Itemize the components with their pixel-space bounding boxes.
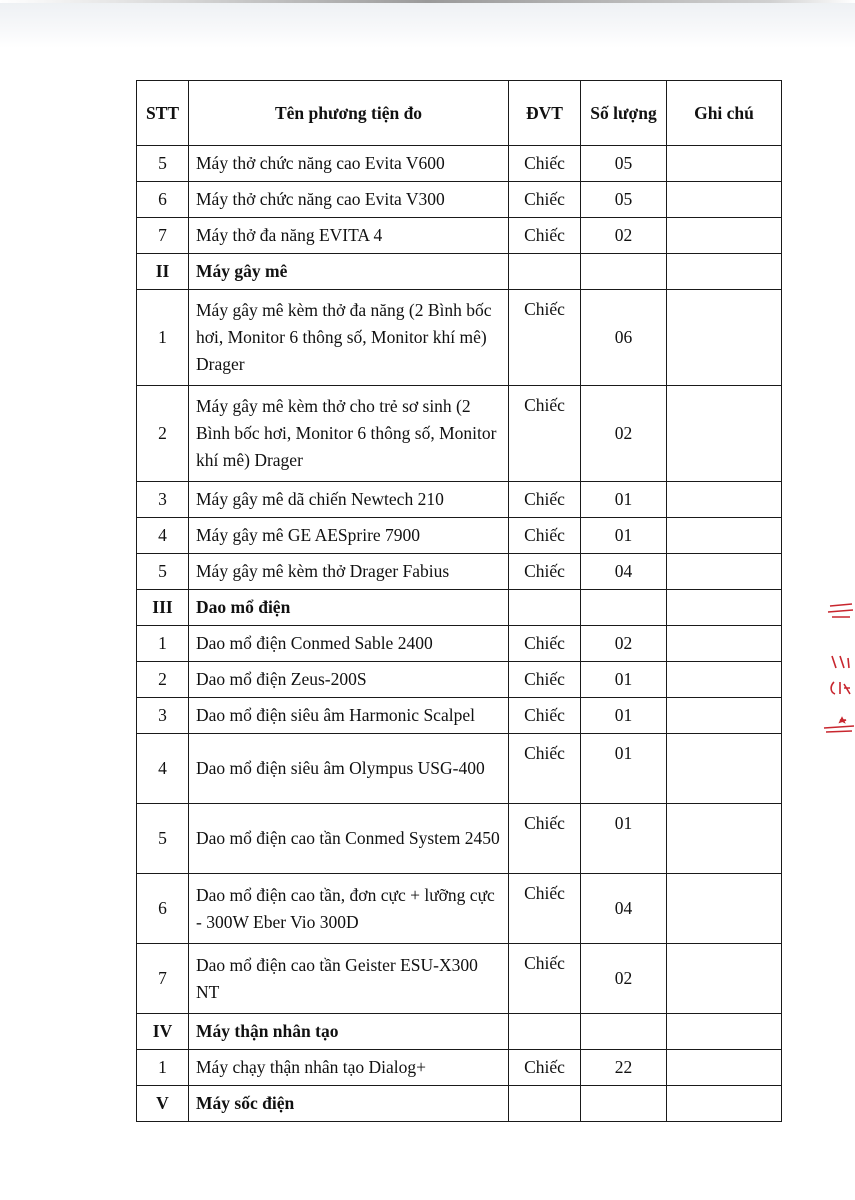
row-name: Máy gây mê GE AESprire 7900	[189, 518, 509, 554]
header-note: Ghi chú	[667, 81, 782, 146]
row-unit: Chiếc	[509, 626, 581, 662]
row-note	[667, 590, 782, 626]
row-name: Dao mổ điện siêu âm Olympus USG-400	[189, 734, 509, 804]
red-seal-stamp-fragment	[822, 600, 855, 740]
row-note	[667, 218, 782, 254]
row-name: Máy gây mê dã chiến Newtech 210	[189, 482, 509, 518]
table-row	[137, 698, 782, 734]
row-qty: 02	[581, 218, 667, 254]
row-note	[667, 734, 782, 804]
row-name: Máy thở đa năng EVITA 4	[189, 218, 509, 254]
section-stt: IV	[137, 1014, 189, 1050]
row-stt: 5	[137, 146, 189, 182]
row-note	[667, 254, 782, 290]
header-name: Tên phương tiện đo	[189, 81, 509, 146]
section-row	[137, 1086, 782, 1122]
row-name: Máy gây mê kèm thở đa năng (2 Bình bốc hơi, Monitor 6 thông số, Monitor khí mê) Drager	[189, 290, 509, 386]
row-qty: 04	[581, 874, 667, 944]
row-note	[667, 626, 782, 662]
section-stt: V	[137, 1086, 189, 1122]
row-unit: Chiếc	[509, 1050, 581, 1086]
row-name: Dao mổ điện siêu âm Harmonic Scalpel	[189, 698, 509, 734]
section-row	[137, 590, 782, 626]
row-note	[667, 482, 782, 518]
row-unit: Chiếc	[509, 804, 581, 874]
row-stt: 4	[137, 734, 189, 804]
table-row	[137, 662, 782, 698]
section-stt: II	[137, 254, 189, 290]
header-stt: STT	[137, 81, 189, 146]
table-row	[137, 218, 782, 254]
row-qty: 22	[581, 1050, 667, 1086]
row-stt: 6	[137, 182, 189, 218]
row-qty: 02	[581, 386, 667, 482]
row-name: Máy gây mê kèm thở Drager Fabius	[189, 554, 509, 590]
row-name: Máy chạy thận nhân tạo Dialog+	[189, 1050, 509, 1086]
equipment-table	[136, 80, 782, 1122]
row-stt: 3	[137, 698, 189, 734]
table-row	[137, 182, 782, 218]
row-name: Dao mổ điện cao tần, đơn cực + lưỡng cực - 300W Eber Vio 300D	[189, 874, 509, 944]
row-name: Dao mổ điện Zeus-200S	[189, 662, 509, 698]
row-qty	[581, 254, 667, 290]
row-note	[667, 554, 782, 590]
row-unit: Chiếc	[509, 698, 581, 734]
row-qty: 01	[581, 804, 667, 874]
row-stt: 7	[137, 218, 189, 254]
row-qty: 01	[581, 518, 667, 554]
table-row	[137, 554, 782, 590]
row-qty: 04	[581, 554, 667, 590]
section-name: Dao mổ điện	[189, 590, 509, 626]
row-note	[667, 874, 782, 944]
row-stt: 1	[137, 290, 189, 386]
row-name: Dao mổ điện cao tần Conmed System 2450	[189, 804, 509, 874]
row-stt: 3	[137, 482, 189, 518]
row-unit: Chiếc	[509, 874, 581, 944]
row-note	[667, 1014, 782, 1050]
row-note	[667, 290, 782, 386]
row-stt: 7	[137, 944, 189, 1014]
row-unit: Chiếc	[509, 386, 581, 482]
table-row	[137, 626, 782, 662]
row-unit: Chiếc	[509, 518, 581, 554]
row-name: Máy thở chức năng cao Evita V600	[189, 146, 509, 182]
row-stt: 2	[137, 662, 189, 698]
row-note	[667, 146, 782, 182]
row-unit: Chiếc	[509, 944, 581, 1014]
row-unit: Chiếc	[509, 482, 581, 518]
table-row	[137, 874, 782, 944]
row-qty	[581, 590, 667, 626]
row-note	[667, 698, 782, 734]
header-unit: ĐVT	[509, 81, 581, 146]
row-note	[667, 386, 782, 482]
row-qty: 05	[581, 182, 667, 218]
table-row	[137, 482, 782, 518]
row-note	[667, 1050, 782, 1086]
section-row	[137, 1014, 782, 1050]
row-stt: 5	[137, 554, 189, 590]
row-unit: Chiếc	[509, 290, 581, 386]
row-qty	[581, 1014, 667, 1050]
row-unit: Chiếc	[509, 554, 581, 590]
section-stt: III	[137, 590, 189, 626]
table-row	[137, 290, 782, 386]
table-row	[137, 518, 782, 554]
row-stt: 2	[137, 386, 189, 482]
section-name: Máy sốc điện	[189, 1086, 509, 1122]
row-unit: Chiếc	[509, 182, 581, 218]
table-header-row	[137, 81, 782, 146]
table-row	[137, 734, 782, 804]
row-qty: 01	[581, 734, 667, 804]
table-row	[137, 804, 782, 874]
section-name: Máy gây mê	[189, 254, 509, 290]
row-name: Dao mổ điện cao tần Geister ESU-X300 NT	[189, 944, 509, 1014]
row-unit: Chiếc	[509, 662, 581, 698]
table-row	[137, 386, 782, 482]
row-unit	[509, 590, 581, 626]
row-note	[667, 804, 782, 874]
row-qty: 01	[581, 698, 667, 734]
table-row	[137, 1050, 782, 1086]
row-qty	[581, 1086, 667, 1122]
table-row	[137, 944, 782, 1014]
row-unit: Chiếc	[509, 218, 581, 254]
row-stt: 1	[137, 1050, 189, 1086]
row-name: Máy gây mê kèm thở cho trẻ sơ sinh (2 Bình bốc hơi, Monitor 6 thông số, Monitor khí mê) Drager	[189, 386, 509, 482]
header-qty: Số lượng	[581, 81, 667, 146]
row-qty: 06	[581, 290, 667, 386]
row-unit	[509, 1086, 581, 1122]
row-stt: 4	[137, 518, 189, 554]
row-stt: 5	[137, 804, 189, 874]
table-row	[137, 146, 782, 182]
row-qty: 01	[581, 662, 667, 698]
row-note	[667, 518, 782, 554]
row-note	[667, 662, 782, 698]
row-qty: 02	[581, 944, 667, 1014]
row-stt: 6	[137, 874, 189, 944]
row-unit: Chiếc	[509, 734, 581, 804]
section-row	[137, 254, 782, 290]
row-qty: 02	[581, 626, 667, 662]
row-stt: 1	[137, 626, 189, 662]
row-unit	[509, 254, 581, 290]
row-unit	[509, 1014, 581, 1050]
row-note	[667, 1086, 782, 1122]
section-name: Máy thận nhân tạo	[189, 1014, 509, 1050]
row-name: Dao mổ điện Conmed Sable 2400	[189, 626, 509, 662]
scan-top-shadow	[0, 3, 855, 48]
row-name: Máy thở chức năng cao Evita V300	[189, 182, 509, 218]
row-note	[667, 944, 782, 1014]
row-qty: 01	[581, 482, 667, 518]
row-unit: Chiếc	[509, 146, 581, 182]
row-qty: 05	[581, 146, 667, 182]
row-note	[667, 182, 782, 218]
